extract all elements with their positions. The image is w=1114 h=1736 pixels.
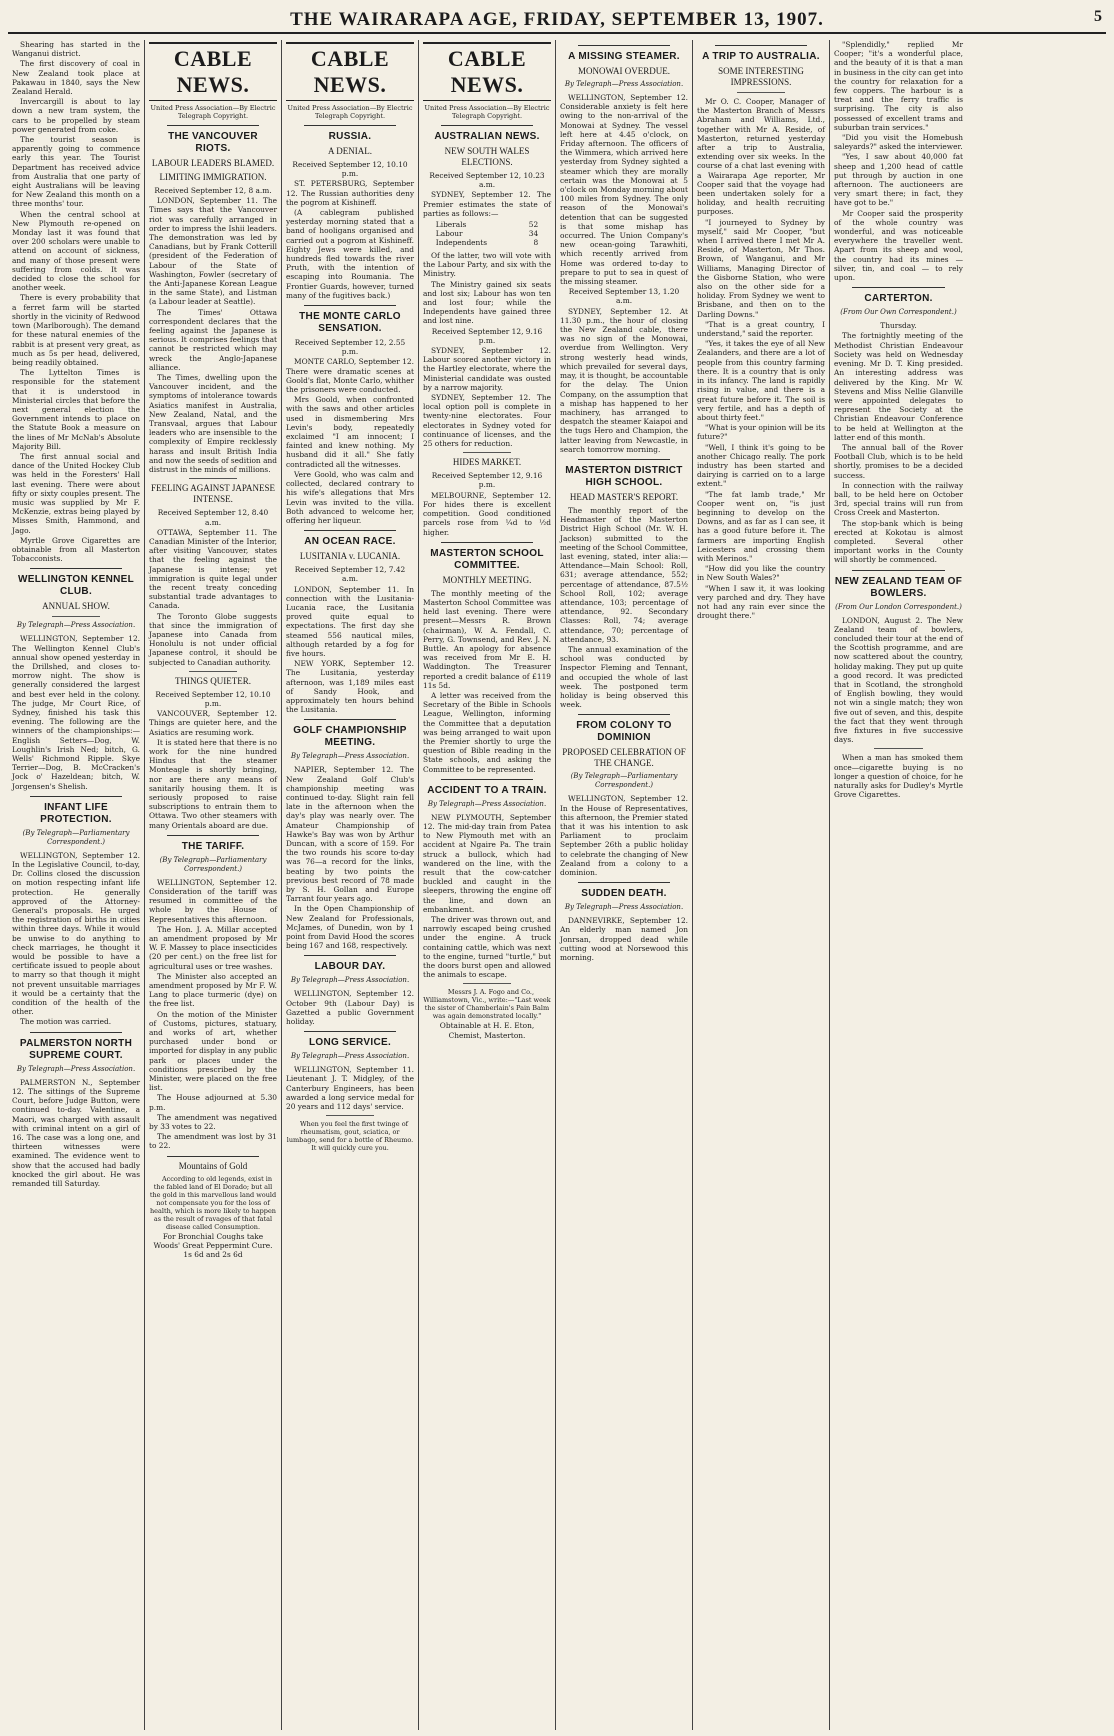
byline: By Telegraph—Press Association. — [427, 799, 547, 808]
divider — [737, 92, 785, 93]
article-paragraph: ST. PETERSBURG, September 12. The Russian authorities deny the pogrom at Kishineff. — [286, 179, 414, 207]
divider — [304, 719, 396, 720]
article-paragraph: The Ministry gained six seats and lost six; Labour has won ten and lost four; while the Independents have gained three and lost nine. — [423, 279, 551, 326]
divider — [463, 452, 511, 453]
article-paragraph: "Yes, I saw about 40,000 fat sheep and 1,200 head of cattle put through by auction in one afternoon. The auctioneers are very smart there; in fact, they have got to be." — [834, 152, 963, 208]
article-subheading: SOME INTERESTING IMPRESSIONS. — [718, 66, 804, 87]
byline: By Telegraph—Press Association. — [290, 1052, 410, 1061]
divider — [441, 125, 533, 126]
received-time: Received September 12, 7.42 a.m. — [294, 565, 406, 584]
article-paragraph: "How did you like the country in New South Wales?" — [697, 564, 825, 583]
article-paragraph: Vere Goold, who was calm and collected, declared contrary to his wife's allegations that Mrs Levin was invited to the villa. Both advanced to welcome her, offering her liqueur. — [286, 469, 414, 525]
article-paragraph: In connection with the railway ball, to be held here on October 3rd, special trains will run from Cross Creek and Masterton. — [834, 480, 963, 518]
article-paragraph: VANCOUVER, September 12. Things are quieter here, and the Asiatics are resuming work. — [149, 709, 277, 737]
article-paragraph: "Did you visit the Homebush saleyards?" asked the interviewer. — [834, 133, 963, 152]
article-paragraph: A letter was received from the Secretary of the Bible in Schools League, Wellington, informing the Committee that a deputation was being arranged to wait upon the Premier shortly to urge the question of Bible reading in the State schools, and asking the Committee to be represented. — [423, 690, 551, 774]
received-time: Received September 12, 9.16 p.m. — [431, 471, 543, 490]
advertisement: Obtainable at H. E. Eton, Chemist, Masterton. — [439, 1021, 535, 1040]
byline: (By Telegraph—Parliamentary Correspondent.) — [22, 828, 130, 846]
section-banner: CABLE NEWS. — [149, 42, 277, 101]
divider — [326, 1115, 374, 1116]
article-subheading: MONTHLY MEETING. — [442, 574, 532, 585]
article-paragraph: The monthly meeting of the Masterton School Committee was held last evening. There were present—Messrs R. Brown (chairman), W. A. Fendall, C. Perry, G. Townsend, and Rev. J. N. Buttle. An apology for absence was received from Mr E. H. Waddington. The Treasurer reported a credit balance of £119 11s 5d. — [423, 588, 551, 690]
advertisement: According to old legends, exist in the fabled land of El Dorado; but all the gold in this marvellous land would not compensate you for the loss of health, which is more likely to happen as the result of ravages of that fatal disease called Consumption. — [149, 1174, 277, 1231]
byline: By Telegraph—Press Association. — [16, 621, 136, 630]
article-heading: PALMERSTON NORTH SUPREME COURT. — [19, 1037, 133, 1061]
article-heading: AN OCEAN RACE. — [304, 536, 396, 548]
article-heading: NEW ZEALAND TEAM OF BOWLERS. — [834, 575, 963, 599]
column-2 — [145, 40, 282, 1730]
byline: By Telegraph—Press Association. — [290, 752, 410, 761]
article-subheading: HEAD MASTER'S REPORT. — [569, 491, 679, 502]
article-paragraph: "Well, I think it's going to be another Chicago really. The pork industry has been started and dairying is carried on to a large extent." — [697, 442, 825, 489]
divider — [874, 748, 923, 749]
article-paragraph: The driver was thrown out, and narrowly escaped being crushed under the engine. A truck containing cattle, which was next to the engine, turned "turtle," but the doors burst open and allowed the animals to escape. — [423, 915, 551, 980]
party-table — [436, 220, 538, 247]
article-paragraph: "When I saw it, it was looking very parched and dry. They have not had any rain ever since the drought there." — [697, 583, 825, 621]
article-paragraph: "Yes, it takes the eye of all New Zealanders, and there are a lot of people from this country farming there. It is a country that is only in its infancy. The land is rapidly rising in value, and there is a great future before it. The soil is very fertile, and has a depth of about thirty feet." — [697, 339, 825, 422]
article-paragraph: SYDNEY, September 12. The local option poll is complete in twenty-nine electorates. Four electorates in Sydney voted for continuance of licenses, and the 25 others for reduction. — [423, 393, 551, 449]
divider — [167, 1156, 259, 1157]
article-heading: ACCIDENT TO A TRAIN. — [427, 784, 547, 796]
received-time: Received September 12, 8.40 a.m. — [157, 508, 269, 527]
article-paragraph: "That is a great country, I understand," said the reporter. — [697, 319, 825, 339]
divider — [304, 305, 396, 306]
article-paragraph: WELLINGTON, September 12. In the House of Representatives, this afternoon, the Premier stated that it was his intention to ask Parliament to proclaim September 26th a public holiday to celebrate the changing of New Zealand from a colony to a dominion. — [560, 794, 688, 878]
advertisement: Myrtle Grove Cigarettes are obtainable from all Masterton Tobacconists. — [12, 535, 140, 564]
article-paragraph: LONDON, September 11. The Times says that the Vancouver riot was carefully arranged in order to impress the Ishii leaders. The demonstration was led by Canadians, but by Frank Cotterill (president of the Federation of Labour of the State of Washington, Fowler (secretary of the Anti-Japanese Korean League in the same State), and Listman (a Labour leader at Seattle). — [149, 196, 277, 307]
brief-paragraph: Invercargill is about to lay down a new tram system, the cars to be propelled by steam power generated from coke. — [12, 97, 140, 134]
divider — [304, 530, 396, 531]
masthead — [8, 6, 1106, 34]
byline: (By Telegraph—Parliamentary Correspondent.) — [159, 855, 267, 873]
byline: (From Our Own Correspondent.) — [840, 308, 957, 317]
article-heading: AUSTRALIAN NEWS. — [434, 131, 540, 142]
divider — [304, 955, 396, 956]
article-paragraph: The annual ball of the Rover Football Club, which is to be held shortly, promises to be a decided success. — [834, 442, 963, 480]
section-banner: CABLE NEWS. — [423, 42, 551, 101]
brief-paragraph: The Lyttelton Times is responsible for the statement that it is understood in Ministerial circles that before the next general election the Government intends to place on the Statute Book a measure on the lines of Mr McNab's Absolute Majority Bill. — [12, 368, 140, 451]
article-paragraph: WELLINGTON, September 11. Lieutenant J. T. Midgley, of the Canterbury Engineers, has been awarded a long service medal for 20 years and 112 days' service. — [286, 1065, 414, 1112]
brief-paragraph: Shearing has started in the Wanganui district. — [12, 40, 140, 59]
article-subheading: HIDES MARKET. — [452, 457, 522, 468]
advertisement: When a man has smoked them once—cigarette buying is no longer a question of choice, for he naturally asks for Dudley's Myrtle Grove Cigarettes. — [834, 753, 963, 800]
article-paragraph: The Times' Ottawa correspondent declares that the feeling against the Japanese is serious. It comprises feelings that cannot be restricted which may wreck the Anglo-Japanese alliance. — [149, 307, 277, 372]
article-subheading: NEW SOUTH WALES ELECTIONS. — [444, 146, 530, 167]
article-paragraph: Mrs Goold, when confronted with the saws and other articles used in dismembering Mrs Levin's body, repeatedly exclaimed "I am innocent; I fainted and knew nothing. My husband did it all." She fatly contradicted all the witnesses. — [286, 395, 414, 469]
byline: By Telegraph—Press Association. — [16, 1064, 136, 1073]
page-number: 5 — [1094, 8, 1102, 25]
article-paragraph: LONDON, September 11. In connection with the Lusitania-Lucania race, the Lusitania proved quite equal to expectations. The first day she steamed 556 nautical miles, although retarded by a fog for five hours. — [286, 584, 414, 658]
article-subheading: THINGS QUIETER. — [175, 675, 251, 686]
divider — [30, 796, 122, 797]
divider — [578, 714, 670, 715]
article-heading: GOLF CHAMPIONSHIP MEETING. — [293, 725, 407, 749]
section-banner: CABLE NEWS. — [286, 42, 414, 101]
article-paragraph: The House adjourned at 5.30 p.m. — [149, 1093, 277, 1112]
brief-paragraph: There is every probability that a ferret farm will be started shortly in the vicinity of Redwood town (Marlborough). The demand for these natural enemies of the rabbit is at present very great, as much as 5s per head, delivered, being readily obtained. — [12, 293, 140, 367]
article-paragraph: DANNEVIRKE, September 12. An elderly man named Jon Jonrsan, dropped dead while cutting wood at Norsewood this morning. — [560, 916, 688, 963]
brief-paragraph: The tourist season is apparently going to commence early this year. The Tourist Department has received advice from Australia that one party of eight Australians will be leaving for New Zealand this month on a three months' tour. — [12, 135, 140, 209]
divider — [304, 125, 396, 126]
divider — [52, 616, 100, 617]
brief-paragraph: The first discovery of coal in New Zealand took place at Pakawau in 1840, says the New Zealand Herald. — [12, 59, 140, 97]
byline: By Telegraph—Press Association. — [564, 80, 684, 88]
received-time: Received September 12, 8 a.m. — [154, 186, 272, 195]
divider — [578, 45, 670, 46]
article-heading: LONG SERVICE. — [308, 1037, 392, 1049]
article-heading: RUSSIA. — [328, 131, 372, 142]
article-paragraph: The monthly report of the Headmaster of the Masterton District High School (Mr. W. H. Jackson) submitted to the meeting of the School Committee, last evening, stated, inter alia:—Attendance—Main School: Roll, 631; average attendance, 552; percentage of attendance, 87.5½ School Roll, 102; average attendance, 103; percentage of attendance, 92. Secondary Classes: Roll, 74; average attendance, 70; percentage of attendance, 93. — [560, 505, 689, 644]
article-paragraph: NAPIER, September 12. The New Zealand Golf Club's championship meeting was continued to-day. Slight rain fell late in the afternoon when the day's play was nearly over. The Amateur Championship of Hawke's Bay was won by Arthur Duncan, with a score of 159. For the two rounds his score to-day was 76—a record for the links, beating by two points the previous best record of 78 made by S. H. Gollan and Europe Tarrant four years ago. — [286, 765, 414, 904]
article-paragraph: It is stated here that there is no work for the nine hundred Hindus that the steamer Monteagle is shortly bringing, nor are there any means of sanitarily housing them. It is seriously proposed to raise subscriptions to entrain them to Ottawa. Two other steamers with many Orientals aboard are due. — [149, 737, 277, 830]
article-paragraph: PALMERSTON N., September 12. The sittings of the Supreme Court, before Judge Button, were continued to-day. Valentine, a Maori, was charged with assault with criminal intent on a girl of 16. The case was a long one, and thirteen witnesses were examined. The evidence went to show that the accused had badly knocked the girl about. He was remanded till Saturday. — [12, 1077, 140, 1188]
article-paragraph: WELLINGTON, September 12. In the Legislative Council, to-day, Dr. Collins closed the discussion on motion respecting infant life protection. He generally approved of the Attorney-General's proposals. He urged the registration of births in cities within three days. While it would be unwise to do anything to check marriages, he thought it would be possible to have a certificate issued to people about to marry so that though it might not prevent unsuitable marriages it would be a certainty that the condition of the health of the other. — [12, 850, 140, 1017]
article-paragraph: The motion was carried. — [20, 1017, 112, 1027]
article-heading: WELLINGTON KENNEL CLUB. — [17, 574, 135, 598]
article-paragraph: NEW PLYMOUTH, September 12. The mid-day train from Patea to New Plymouth met with an accident at Ngaire Pa. The train struck a bullock, which had wandered on the line, with the result that the cow-catcher buckled and caught in the sleepers, throwing the engine off the line, and down an embankment. — [423, 812, 551, 914]
article-heading: A TRIP TO AUSTRALIA. — [702, 51, 820, 62]
brief-paragraph: When the central school at New Plymouth re-opened on Monday last it was found that over 200 scholars were unable to attend on account of sickness, and many of those present were suffering from colds. It was decided to close the school for another week. — [12, 209, 140, 293]
received-time: Received September 12, 9.16 p.m. — [431, 326, 543, 345]
article-paragraph: On the motion of the Minister of Customs, pictures, statuary, and works of art, whether purchased under bond or imported for display in any public park or places under the conditions prescribed by the Minister, were placed on the free list. — [149, 1009, 277, 1093]
article-paragraph: The Times, dwelling upon the Vancouver incident, and the symptoms of intolerance towards Asiatics manifest in Australia, New Zealand, Natal, and the Transvaal, argues that Labour leaders who are insensible to the complexity of Empire recklessly harass and insult British India and now the seeds of sedition and distrust in the minds of millions. — [149, 373, 277, 475]
article-paragraph: WELLINGTON, September 12. Considerable anxiety is felt here owing to the non-arrival of the Monowai at Sydney. The vessel left here at 4.45 o'clock, on Friday afternoon. The officers of the Wimmera, which arrived here yesterday from Sydney sighted a steamer which they are morally certain was the Monowai at 5 o'clock on Monday morning about 100 miles from Sydney. The only reason of the Monowai's detention that can be suggested is that some mishap has occurred. The Union Company's new ocean-going Tarawhiti, which recently arrived from Home was ordered to-day to prepare to put to sea in quest of the missing steamer. — [560, 93, 688, 287]
article-paragraph: "The fat lamb trade," Mr Cooper went on, "is just beginning to develop on the Downs, and as far as I can see, it has a good future before it. The farmers are importing English Leicesters and crossing them with Merinos." — [697, 489, 825, 563]
divider — [441, 542, 533, 543]
article-paragraph: The Hon. J. A. Millar accepted an amendment proposed by Mr W. F. Massey to place insecticides (20 per cent.) on the free list for agricultural uses or tree washes. — [149, 924, 277, 971]
article-subheading: LABOUR LEADERS BLAMED. — [151, 158, 275, 168]
divider — [463, 983, 511, 984]
article-heading: MASTERTON SCHOOL COMMITTEE. — [430, 547, 544, 571]
divider — [189, 478, 237, 479]
article-subheading: FEELING AGAINST JAPANESE INTENSE. — [150, 483, 275, 505]
article-paragraph: The amendment was negatived by 33 votes to 22. — [149, 1112, 277, 1132]
byline: (From Our London Correspondent.) — [835, 602, 962, 611]
received-time: Received September 12, 10.10 p.m. — [155, 689, 271, 708]
article-heading: INFANT LIFE PROTECTION. — [40, 801, 112, 825]
article-paragraph: SYDNEY, September 12. The Premier estimates the state of parties as follows:— — [423, 190, 551, 218]
article-paragraph: MONTE CARLO, September 12. There were dramatic scenes at Goold's flat, Monte Carlo, whither the prisoners were conducted. — [286, 357, 414, 395]
column-7 — [830, 40, 967, 1730]
article-heading: SUDDEN DEATH. — [581, 888, 667, 900]
article-paragraph: Mr Cooper said the prosperity of the whole country was wonderful, and was noticeable everywhere the traveller went. Apart from its sheep and wool, the country had its mines — silver, tin, and coal — to rely upon. — [834, 208, 963, 283]
article-paragraph: The amendment was lost by 31 to 22. — [149, 1132, 277, 1151]
byline: United Press Association—By Electric Telegraph Copyright. — [424, 104, 550, 120]
divider — [715, 45, 807, 46]
received-time: Received September 12, 10.10 p.m. — [292, 160, 408, 179]
article-heading: MASTERTON DISTRICT HIGH SCHOOL. — [565, 464, 683, 488]
received-time: Received September 13, 1.20 a.m. — [568, 287, 680, 306]
column-6 — [693, 40, 830, 1730]
column-1 — [8, 40, 145, 1730]
article-paragraph: WELLINGTON, September 12. The Wellington Kennel Club's annual show opened yesterday in the Drillshed, and closes to-morrow night. The show is generally considered the largest and best ever held in the colony. The judge, Mr Court Rice, of Sydney, finished his task this evening. The following are the winners of the championships:— English Setters—Dog, W. Loughlin's Irish Ned; bitch, G. Wells' Richmond Ripple. Skye Terrier—Dog, B. McCracken's Jock o' Hazeldean; bitch, W. Jorgensen's Shelish. — [12, 634, 140, 791]
divider — [578, 882, 670, 883]
byline: United Press Association—By Electric Telegraph Copyright. — [287, 104, 413, 120]
divider — [304, 1031, 396, 1032]
column-4 — [419, 40, 556, 1730]
article-subheading: ANNUAL SHOW. — [42, 601, 110, 612]
table-row: Liberals 52 — [435, 220, 539, 230]
brief-paragraph: The first annual social and dance of the United Hockey Club was held in the Foresters' Hall last evening. There were about fifty or sixty couples present. The music was supplied by Mr F. McKenzie, extras being played by Misses Smith, Hammond, and Jago. — [12, 451, 140, 535]
article-paragraph: OTTAWA, September 11. The Canadian Minister of the Interior, after visiting Vancouver, states that the feeling against the Japanese is intense; yet immigration is quite legal under the recent treaty conceding substantial trade advantages to Canada. — [149, 527, 277, 611]
article-paragraph: The Minister also accepted an amendment proposed by Mr F. W. Lang to place turmeric (dye) on the free list. — [149, 971, 277, 1009]
masthead-title: THE WAIRARAPA AGE, FRIDAY, SEPTEMBER 13, 1907. — [290, 9, 824, 30]
divider — [189, 671, 237, 672]
article-paragraph: SYDNEY, September 12. Labour scored another victory in the Hartley electorate, where the Ministerial candidate was ousted by a narrow majority. — [423, 346, 551, 392]
advertisement: When you feel the first twinge of rheumatism, gout, sciatica, or lumbago, send for a bottle of Rheumo. It will quickly cure you. — [286, 1120, 414, 1153]
columns — [8, 40, 1106, 1730]
article-paragraph: "What is your opinion will be its future?" — [697, 423, 825, 442]
article-paragraph: Mr O. C. Cooper, Manager of the Masterton Branch of Messrs Abraham and Williams, Ltd., together with Mr A. Reside, of Masterton, returned yesterday after a trip to Australia, extending over six weeks. In the course of a chat last evening with a Wairarapa Age reporter, Mr Cooper said that the voyage had been undertaken solely for a holiday, and health recruiting purposes. — [697, 97, 825, 217]
article-heading: CARTERTON. — [864, 293, 933, 305]
article-subheading: PROPOSED CELEBRATION OF THE CHANGE. — [562, 747, 686, 769]
article-subheading: LUSITANIA v. LUCANIA. — [299, 551, 401, 562]
article-paragraph: "I journeyed to Sydney by myself," said Mr Cooper, "but when I arrived there I met Mr A. Reside, of Masterton, Mr Thos. Brown, of Wanganui, and Mr Williams, Managing Director of the Gisborne Station, who were also on the other side for a holiday. From Sydney we went to Brisbane, and then on to the Darling Downs." — [697, 217, 825, 319]
article-heading: THE MONTE CARLO SENSATION. — [299, 311, 401, 335]
dateline: Thursday. — [880, 321, 917, 331]
byline: United Press Association—By Electric Telegraph Copyright. — [150, 104, 276, 120]
article-paragraph: MELBOURNE, September 12. For hides there is excellent competition. Good conditioned parcels rose from ¼d to ½d higher. — [423, 490, 551, 537]
article-paragraph: The fortnightly meeting of the Methodist Christian Endeavour Society was held on Wednesday evening. Mr D. T. King presided. An interesting address was delivered by the King. Mr W. Stevens and Miss Nellie Glanville were appointed delegates to represent the Society at the Christian Endeavour Conference to be held at Wellington at the latter end of this month. — [834, 331, 963, 442]
article-heading: FROM COLONY TO DOMINION — [576, 720, 672, 744]
article-paragraph: WELLINGTON, September 12. Consideration of the tariff was resumed in committee of the whole by the House of Representatives this afternoon. — [149, 877, 277, 924]
article-subheading: LIMITING IMMIGRATION. — [159, 172, 267, 182]
byline: By Telegraph—Press Association. — [290, 976, 410, 985]
divider — [441, 779, 533, 780]
article-paragraph: The stop-bank which is being erected at Kokotau is almost completed. Several other important works in the County will shortly be commenced. — [834, 518, 963, 565]
article-paragraph: NEW YORK, September 12. The Lusitania, yesterday afternoon, was 1,189 miles east of Sandy Hook, and approximately ten hours behind the Lusitania. — [286, 659, 414, 715]
advertisement: Messrs J. A. Fogo and Co., Williamstown, Vic., write:—"Last week the sister of Chamberlain's Pain Balm was again demonstrated locally." — [423, 988, 551, 1021]
column-5 — [556, 40, 693, 1730]
article-heading: A MISSING STEAMER. — [568, 51, 680, 62]
advertisement: For Bronchial Coughs take Woods' Great Peppermint Cure. 1s 6d and 2s 6d — [153, 1231, 273, 1260]
received-time: Received September 12, 10.23 a.m. — [429, 171, 545, 190]
article-paragraph: "Splendidly," replied Mr Cooper; "it's a wonderful place, and the beauty of it is that a man in business in the city can get into the country for relaxation for a few coppers. The harbour is a treat and the ferry traffic is surprising. The city is also possessed of excellent trams and suburban train services." — [834, 40, 963, 132]
article-paragraph: (A cablegram published yesterday morning stated that a band of hooligans organised and carried out a pogrom at Kishineff. Eighty Jews were killed, and hundreds fled towards the river Pruth, with the intention of escaping into Roumania. The Frontier Guards, however, turned many of the fugitives back.) — [286, 208, 414, 300]
article-heading: LABOUR DAY. — [314, 961, 386, 973]
article-paragraph: SYDNEY, September 12. At 11.30 p.m., the hour of closing the New Zealand cable, there was no sign of the Monowai, overdue from Wellington. Very strong westerly head winds, which prevailed for several days, may, it is thought, be accountable for the delay. The Union Company, on the assumption that a mishap has happened to her machinery, has arranged to despatch the steamer Kaiapoi and the tugs Hero and Champion, the latter leaving from Newcastle, in search tomorrow morning. — [560, 306, 689, 454]
divider — [852, 287, 945, 288]
received-time: Received September 12, 2.55 p.m. — [294, 338, 406, 357]
article-paragraph: The annual examination of the school was conducted by Inspector Fleming and Tennant, and occupied the whole of last week. The postponed term holiday is being observed this week. — [560, 644, 688, 710]
article-paragraph: WELLINGTON, September 12. October 9th (Labour Day) is Gazetted a public Government holiday. — [286, 989, 414, 1027]
article-heading: THE TARIFF. — [181, 840, 245, 852]
article-paragraph: The Toronto Globe suggests that since the immigration of Japanese into Canada from Honolulu is not under official Japanese control, it should be subjected to Canadian authority. — [149, 611, 277, 667]
article-heading: THE VANCOUVER RIOTS. — [168, 131, 258, 154]
byline: (By Telegraph—Parliamentary Correspondent.) — [570, 772, 678, 790]
divider — [167, 835, 259, 836]
table-row: Labour 34 — [435, 229, 539, 239]
table-row: Independents 8 — [435, 238, 539, 248]
divider — [578, 459, 670, 460]
byline: By Telegraph—Press Association. — [564, 903, 684, 912]
article-paragraph: LONDON, August 2. The New Zealand team of bowlers, concluded their tour at the end of the Scottish programme, and are now scattered about the country, holiday making. They put up quite a good record. It was predicted that in Scotland, the stronghold of English bowling, they would not win a single match; they won five out of seven, and this, despite the fact that they went through five fixtures in five successive days. — [834, 615, 963, 745]
divider — [30, 568, 122, 569]
article-paragraph: In the Open Championship of New Zealand for Professionals, McJames, of Dunedin, won by 1 point from David Hood the scores being 167 and 168, respectively. — [286, 904, 414, 951]
divider — [852, 570, 945, 571]
column-3 — [282, 40, 419, 1730]
article-paragraph: Of the latter, two will vote with the Labour Party, and six with the Ministry. — [423, 251, 551, 279]
advertisement-title: Mountains of Gold — [178, 1160, 248, 1171]
article-subheading: MONOWAI OVERDUE. — [578, 66, 670, 76]
divider — [167, 125, 259, 126]
article-subheading: A DENIAL. — [328, 146, 372, 156]
divider — [30, 1032, 122, 1033]
